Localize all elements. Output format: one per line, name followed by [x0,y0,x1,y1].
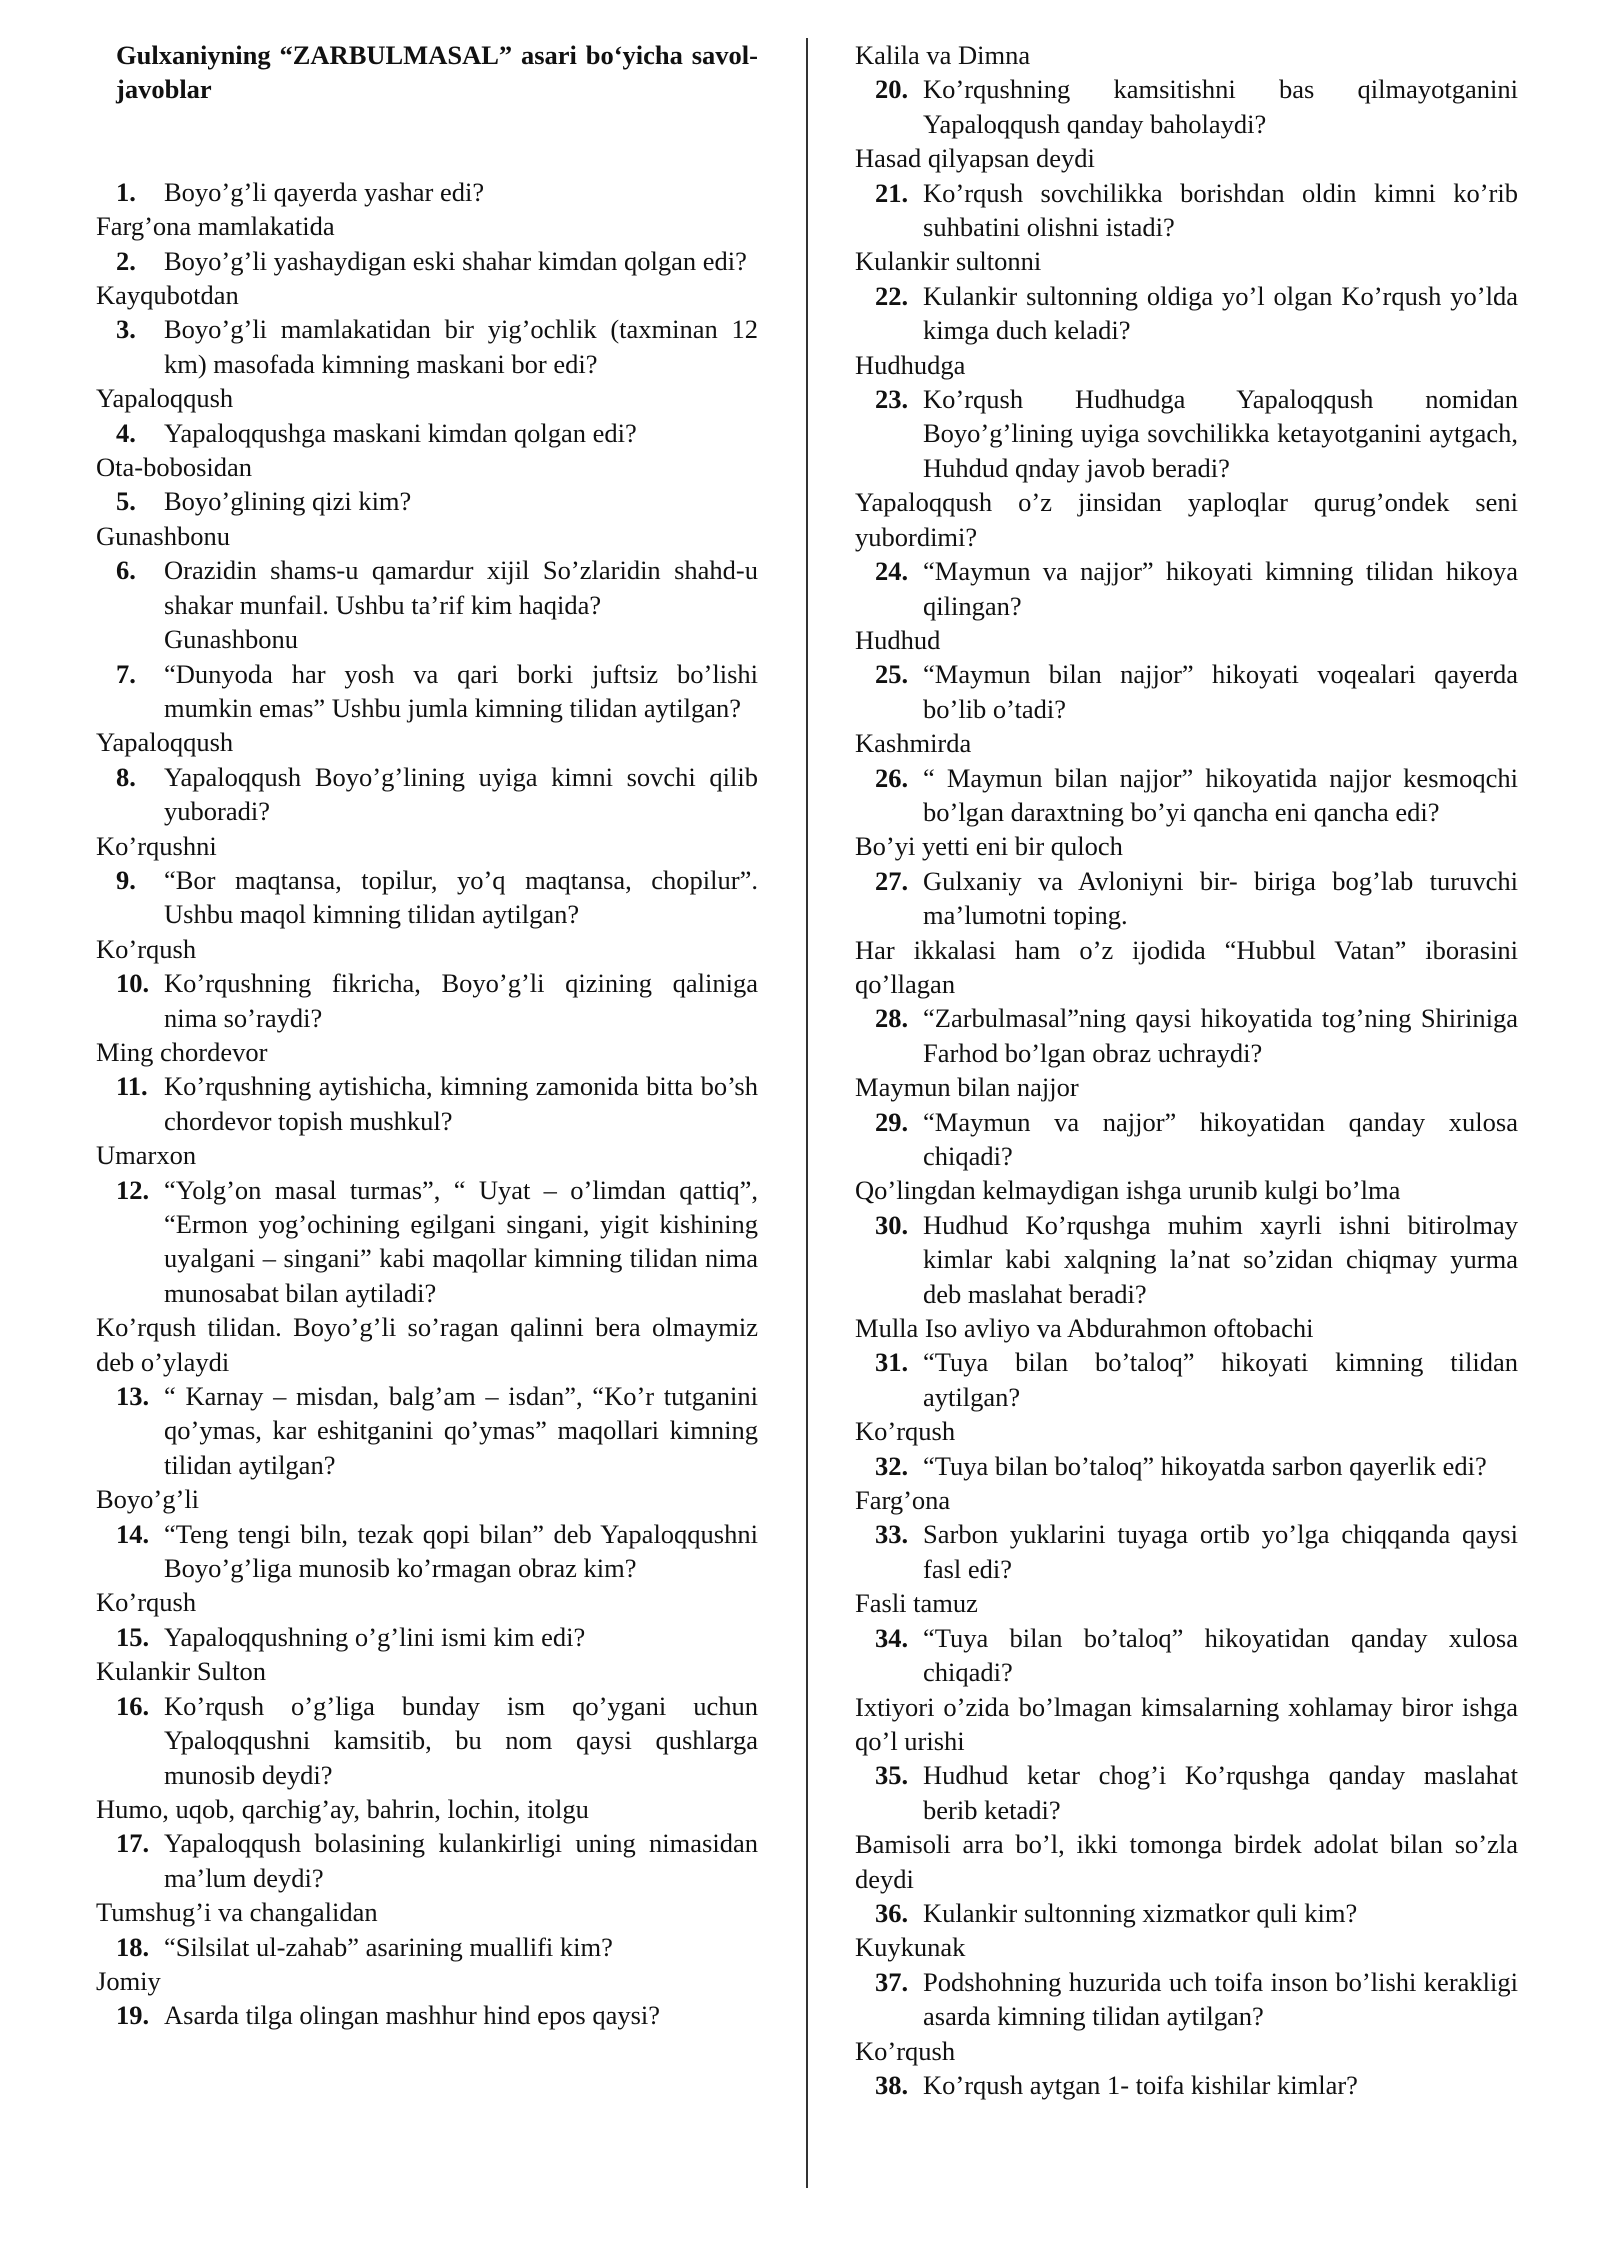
column-divider [806,38,808,2188]
question-number: 9. [116,864,136,895]
question-number: 11. [116,1071,148,1102]
question-item [96,244,758,278]
answer-text: Ko’rqush [855,1416,956,1447]
question-text: Ko’rqush o’g’liga bunday ism qo’ygani uchun Ypaloqqushni kamsitib, bu nom qaysi qushlarga munosib deydi? [164,1690,758,1790]
question-number: 3. [116,314,136,345]
question-item [96,1930,758,1964]
question-text: Ko’rqushning aytishicha, kimning zamonida bitta bo’sh chordevor topish mushkul? [164,1071,758,1136]
answer-text: Yapaloqqush [96,727,234,758]
question-text: Hudhud Ko’rqushga muhim xayrli ishni bitirolmay kimlar kabi xalqning la’nat so’zidan chiqmay yurma deb maslahat beradi? [923,1209,1518,1309]
question-text: Asarda tilga olingan mashhur hind epos qaysi? [164,2000,661,2031]
answer-text: Ko’rqush [96,1587,197,1618]
question-number: 14. [116,1518,150,1549]
question-number: 29. [875,1106,909,1137]
question-number: 36. [875,1897,909,1928]
answer-text: Maymun bilan najjor [855,1072,1079,1103]
question-item [96,553,758,622]
question-item [96,484,758,518]
answer-text: Humo, uqob, qarchig’ay, bahrin, lochin, itolgu [96,1793,589,1824]
question-item [855,1449,1518,1483]
question-text: Yapaloqqushning o’g’lini ismi kim edi? [164,1621,586,1652]
question-item [96,760,758,829]
question-text: Boyo’g’li yashaydigan eski shahar kimdan qolgan edi? [164,245,747,276]
question-text: Yapaloqqush Boyo’g’lining uyiga kimni sovchi qilib yuboradi? [164,761,758,827]
answer-text: Hudhud [855,624,941,655]
answer-text: Ko’rqush tilidan. Boyo’g’li so’ragan qalinni bera olmaymiz deb o’ylaydi [96,1312,758,1377]
question-text: Kulankir sultonning xizmatkor quli kim? [923,1897,1358,1928]
question-text: “ Maymun bilan najjor” hikoyatida najjor kesmoqchi bo’lgan daraxtning bo’yi qancha eni qancha edi? [923,762,1518,827]
question-item [855,657,1518,726]
answer-text: Farg’ona mamlakatida [96,211,335,242]
question-number: 31. [875,1347,909,1378]
answer-text: Hasad qilyapsan deydi [855,143,1095,174]
question-number: 8. [116,761,136,792]
question-number: 30. [875,1209,909,1240]
question-text: Ko’rqush aytgan 1- toifa kishilar kimlar? [923,2069,1358,2100]
question-text: “Maymun bilan najjor” hikoyati voqealari qayerda bo’lib o’tadi? [923,659,1518,724]
question-item [96,657,758,726]
answer-text: Yapaloqqush [96,383,234,414]
question-number: 35. [875,1760,909,1791]
question-item [96,312,758,381]
left-qa-list [96,175,758,2033]
question-number: 6. [116,555,136,586]
answer-text: Gunashbonu [164,624,298,655]
question-number: 17. [116,1828,150,1859]
question-number: 28. [875,1003,909,1034]
answer-text: Kulankir Sulton [96,1656,267,1687]
question-text: “Dunyoda har yosh va qari borki juftsiz bo’lishi mumkin emas” Ushbu jumla kimning tilidan aytilgan? [164,658,758,723]
question-number: 4. [116,417,136,448]
answer-text: Bo’yi yetti eni bir quloch [855,831,1123,862]
question-number: 38. [875,2069,909,2100]
right-qa-list [855,72,1518,2102]
question-text: Kulankir sultonning oldiga yo’l olgan Ko’rqush yo’lda kimga duch keladi? [923,280,1518,346]
question-number: 1. [116,176,136,207]
question-text: Podshohning huzurida uch toifa inson bo’lishi kerakligi asarda kimning tilidan aytilgan? [923,1966,1518,2032]
document-title: Gulxaniyning “ZARBULMASAL” asari bo‘yicha savol-javoblar [116,40,758,105]
question-text: “Zarbulmasal”ning qaysi hikoyatida tog’ning Shiriniga Farhod bo’lgan obraz uchraydi? [923,1003,1518,1068]
answer-text: Farg’ona [855,1485,951,1516]
question-number: 34. [875,1622,909,1653]
question-number: 21. [875,177,909,208]
question-number: 20. [875,74,909,105]
question-text: “Teng tengi biln, tezak qopi bilan” deb Yapaloqqushni Boyo’g’liga munosib ko’rmagan obraz kim? [164,1518,758,1584]
question-item [96,1069,758,1138]
question-item [855,72,1518,141]
question-text: Ko’rqushning kamsitishni bas qilmayotganini Yapaloqqush qanday baholaydi? [923,74,1518,139]
question-item [855,2068,1518,2102]
answer-text: Hudhudga [855,349,966,380]
question-number: 10. [116,968,150,999]
question-item [96,966,758,1035]
question-number: 22. [875,280,909,311]
question-item [96,1998,758,2032]
question-item [96,416,758,450]
question-item [855,1345,1518,1414]
question-item [855,1896,1518,1930]
question-number: 5. [116,486,136,517]
answer-text: Mulla Iso avliyo va Abdurahmon oftobachi [855,1313,1314,1344]
question-text: “Silsilat ul-zahab” asarining muallifi kim? [164,1931,613,1962]
question-number: 37. [875,1966,909,1997]
question-number: 12. [116,1174,150,1205]
question-item [96,1517,758,1586]
question-item [96,175,758,209]
answer-text: Har ikkalasi ham o’z ijodida “Hubbul Vatan” iborasini qo’llagan [855,934,1518,999]
answer-text: Ixtiyori o’zida bo’lmagan kimsalarning xohlamay biror ishga qo’l urishi [855,1691,1518,1756]
question-item [855,1758,1518,1827]
question-text: Hudhud ketar chog’i Ko’rqushga qanday maslahat berib ketadi? [923,1760,1518,1825]
answer-text: Boyo’g’li [96,1484,200,1515]
question-item [855,1621,1518,1690]
question-number: 26. [875,762,909,793]
question-text: Ko’rqushning fikricha, Boyo’g’li qizining qaliniga nima so’raydi? [164,968,758,1033]
question-item [855,382,1518,485]
question-item [855,279,1518,348]
question-text: Yapaloqqushga maskani kimdan qolgan edi? [164,417,637,448]
answer-text: Gunashbonu [96,520,230,551]
answer-text: Kalila va Dimna [855,40,1031,70]
answer-text: Qo’lingdan kelmaydigan ishga urunib kulgi bo’lma [855,1175,1401,1206]
question-text: Gulxaniy va Avloniyni bir- biriga bog’lab turuvchi ma’lumotni toping. [923,865,1518,931]
answer-text: Ko’rqushni [96,830,217,861]
question-item [855,1965,1518,2034]
question-number: 24. [875,556,909,587]
question-item [96,1826,758,1895]
answer-text: Kashmirda [855,728,972,759]
question-number: 23. [875,384,909,415]
right-column [855,38,1518,2102]
answer-text: Ko’rqush [855,2035,956,2066]
answer-text: Umarxon [96,1140,197,1171]
question-text: Yapaloqqush bolasining kulankirligi uning nimasidan ma’lum deydi? [164,1828,758,1893]
answer-text: Ming chordevor [96,1036,268,1067]
question-text: Orazidin shams-u qamardur xijil So’zlaridin shahd-u shakar munfail. Ushbu ta’rif kim haqida? [164,555,758,620]
left-column [96,38,758,2033]
question-text: Ko’rqush Hudhudga Yapaloqqush nomidan Boyo’g’lining uyiga sovchilikka ketayotganini aytgach, Huhdud qnday javob beradi? [923,384,1518,483]
question-item [855,1517,1518,1586]
question-text: Ko’rqush sovchilikka borishdan oldin kimni ko’rib suhbatini olishni istadi? [923,177,1518,243]
question-item [855,1208,1518,1311]
question-text: “Tuya bilan bo’taloq” hikoyati kimning tilidan aytilgan? [923,1347,1518,1412]
answer-text: Ota-bobosidan [96,452,253,483]
question-item [855,1001,1518,1070]
question-number: 16. [116,1690,150,1721]
question-number: 27. [875,865,909,896]
question-text: “Yolg’on masal turmas”, “ Uyat – o’limdan qattiq”, “Ermon yog’ochining egilgani singani, yigit kishining uyalgani – singani” kabi maqollar kimning tilidan nima munosabat bilan aytiladi? [164,1174,758,1308]
answer-text: Jomiy [96,1965,161,1996]
question-text: Boyo’g’li qayerda yashar edi? [164,176,485,207]
question-number: 13. [116,1381,150,1412]
question-text: “Maymun va najjor” hikoyati kimning tilidan hikoya qilingan? [923,556,1518,621]
answer-text: Bamisoli arra bo’l, ikki tomonga birdek adolat bilan so’zla deydi [855,1829,1518,1894]
question-number: 18. [116,1931,150,1962]
question-item [855,554,1518,623]
question-text: “Bor maqtansa, topilur, yo’q maqtansa, chopilur”. Ushbu maqol kimning tilidan aytilgan? [164,864,758,930]
question-text: “Tuya bilan bo’taloq” hikoyatda sarbon qayerlik edi? [923,1450,1487,1481]
answer-text: Yapaloqqush o’z jinsidan yaploqlar qurug’ondek seni yubordimi? [855,487,1518,552]
question-item [96,1173,758,1311]
question-item [96,863,758,932]
question-text: “Tuya bilan bo’taloq” hikoyatidan qanday xulosa chiqadi? [923,1622,1518,1688]
question-text: Boyo’g’li mamlakatidan bir yig’ochlik (taxminan 12 km) masofada kimning maskani bor edi? [164,314,758,379]
answer-text: Kayqubotdan [96,280,239,311]
question-number: 2. [116,245,136,276]
question-text: “Maymun va najjor” hikoyatidan qanday xulosa chiqadi? [923,1106,1518,1171]
answer-text: Ko’rqush [96,933,197,964]
question-item [96,1379,758,1482]
question-number: 15. [116,1621,150,1652]
question-item [855,761,1518,830]
question-item [96,1620,758,1654]
question-item [96,1689,758,1792]
question-text: Sarbon yuklarini tuyaga ortib yo’lga chiqqanda qaysi fasl edi? [923,1519,1518,1584]
question-item [855,864,1518,933]
question-number: 19. [116,2000,150,2031]
question-number: 25. [875,659,909,690]
question-number: 33. [875,1519,909,1550]
answer-text: Kuykunak [855,1932,966,1963]
question-number: 7. [116,658,136,689]
question-text: “ Karnay – misdan, balg’am – isdan”, “Ko’r tutganini qo’ymas, kar eshitganini qo’ymas” maqollari kimning tilidan aytilgan? [164,1381,758,1480]
answer-text: Kulankir sultonni [855,246,1042,277]
question-text: Boyo’glining qizi kim? [164,486,412,517]
question-number: 32. [875,1450,909,1481]
question-item [855,176,1518,245]
answer-text: Fasli tamuz [855,1588,978,1619]
answer-text: Tumshug’i va changalidan [96,1897,378,1928]
question-item [855,1105,1518,1174]
